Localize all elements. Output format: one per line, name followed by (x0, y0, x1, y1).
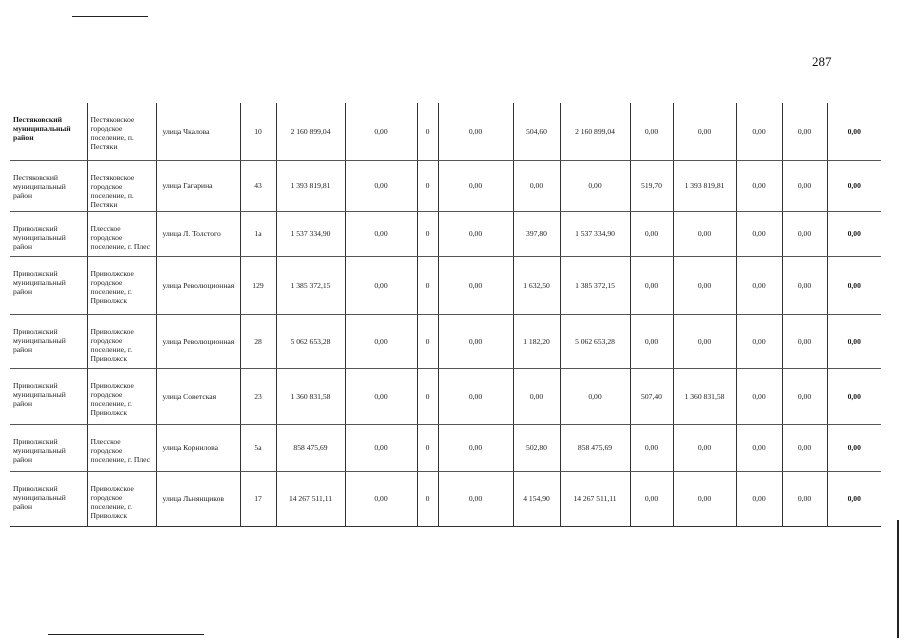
value-cell: 397,80 (513, 211, 560, 256)
value-cell: 0,00 (736, 160, 782, 211)
settlement-cell: Приволжское городское поселение, г. Приволжск (87, 368, 156, 424)
district-cell: Приволжский муниципальный район (10, 368, 87, 424)
value-cell: 1 182,20 (513, 314, 560, 368)
value-cell: 0,00 (438, 471, 513, 526)
table-row (10, 256, 881, 314)
value-cell: 0,00 (513, 368, 560, 424)
value-cell: 519,70 (630, 160, 673, 211)
value-cell: 0,00 (673, 211, 736, 256)
value-cell: 0,00 (782, 314, 827, 368)
value-cell: 0 (417, 368, 438, 424)
value-cell: 0,00 (827, 424, 881, 471)
value-cell: 0,00 (827, 103, 881, 160)
value-cell: 0,00 (630, 256, 673, 314)
settlement-cell: Пестяковское городское поселение, п. Пестяки (87, 160, 156, 211)
value-cell: 0,00 (782, 424, 827, 471)
value-cell: 858 475,69 (560, 424, 630, 471)
value-cell: 0,00 (736, 256, 782, 314)
value-cell: 2 160 899,04 (276, 103, 345, 160)
house-number-cell: 23 (240, 368, 276, 424)
table-row (10, 368, 881, 424)
value-cell: 0,00 (438, 256, 513, 314)
value-cell: 0,00 (827, 256, 881, 314)
value-cell: 0,00 (782, 160, 827, 211)
value-cell: 1 393 819,81 (276, 160, 345, 211)
scan-edge-right (897, 520, 899, 638)
value-cell: 1 385 372,15 (560, 256, 630, 314)
house-number-cell: 5а (240, 424, 276, 471)
value-cell: 0,00 (345, 471, 417, 526)
table-row (10, 160, 881, 211)
value-cell: 1 393 819,81 (673, 160, 736, 211)
house-number-cell: 129 (240, 256, 276, 314)
settlement-cell: Пестяковское городское поселение, п. Пестяки (87, 103, 156, 160)
value-cell: 0,00 (345, 424, 417, 471)
district-cell: Приволжский муниципальный район (10, 424, 87, 471)
street-cell: улица Советская (156, 368, 240, 424)
value-cell: 0 (417, 211, 438, 256)
value-cell: 0,00 (438, 211, 513, 256)
value-cell: 0,00 (438, 103, 513, 160)
house-number-cell: 17 (240, 471, 276, 526)
value-cell: 0,00 (630, 211, 673, 256)
value-cell: 0,00 (438, 368, 513, 424)
value-cell: 1 537 334,90 (560, 211, 630, 256)
table-row (10, 211, 881, 256)
value-cell: 0,00 (345, 103, 417, 160)
scan-mark-bottom (48, 634, 204, 635)
value-cell: 1 632,50 (513, 256, 560, 314)
house-number-cell: 1а (240, 211, 276, 256)
value-cell: 0,00 (345, 314, 417, 368)
value-cell: 0,00 (827, 211, 881, 256)
value-cell: 0,00 (560, 368, 630, 424)
value-cell: 0,00 (736, 103, 782, 160)
settlement-cell: Плесское городское поселение, г. Плес (87, 211, 156, 256)
table-row (10, 314, 881, 368)
value-cell: 507,40 (630, 368, 673, 424)
value-cell: 0,00 (630, 314, 673, 368)
value-cell: 0,00 (438, 424, 513, 471)
value-cell: 0,00 (673, 424, 736, 471)
street-cell: улица Корнилова (156, 424, 240, 471)
value-cell: 14 267 511,11 (276, 471, 345, 526)
value-cell: 0 (417, 103, 438, 160)
district-cell: Приволжский муниципальный район (10, 471, 87, 526)
value-cell: 502,80 (513, 424, 560, 471)
value-cell: 0,00 (827, 160, 881, 211)
value-cell: 14 267 511,11 (560, 471, 630, 526)
value-cell: 0,00 (630, 424, 673, 471)
value-cell: 0,00 (345, 256, 417, 314)
house-number-cell: 43 (240, 160, 276, 211)
value-cell: 4 154,90 (513, 471, 560, 526)
value-cell: 5 062 653,28 (276, 314, 345, 368)
settlement-cell: Приволжское городское поселение, г. Приволжск (87, 256, 156, 314)
street-cell: улица Льнянщиков (156, 471, 240, 526)
value-cell: 0,00 (782, 256, 827, 314)
district-cell: Приволжский муниципальный район (10, 211, 87, 256)
value-cell: 1 385 372,15 (276, 256, 345, 314)
street-cell: улица Л. Толстого (156, 211, 240, 256)
value-cell: 0,00 (345, 368, 417, 424)
value-cell: 0,00 (736, 211, 782, 256)
street-cell: улица Гагарина (156, 160, 240, 211)
street-cell: улица Чкалова (156, 103, 240, 160)
page-number: 287 (812, 54, 832, 69)
value-cell: 0,00 (736, 314, 782, 368)
value-cell: 0,00 (782, 368, 827, 424)
district-cell: Приволжский муниципальный район (10, 314, 87, 368)
district-cell: Приволжский муниципальный район (10, 256, 87, 314)
value-cell: 0 (417, 160, 438, 211)
value-cell: 0,00 (827, 368, 881, 424)
value-cell: 0,00 (673, 103, 736, 160)
value-cell: 0,00 (513, 160, 560, 211)
street-cell: улица Революционная (156, 314, 240, 368)
value-cell: 0,00 (345, 160, 417, 211)
house-number-cell: 10 (240, 103, 276, 160)
table-row (10, 424, 881, 471)
value-cell: 0 (417, 424, 438, 471)
settlement-cell: Приволжское городское поселение, г. Приволжск (87, 471, 156, 526)
value-cell: 1 360 831,58 (673, 368, 736, 424)
value-cell: 0,00 (630, 471, 673, 526)
settlement-cell: Приволжское городское поселение, г. Приволжск (87, 314, 156, 368)
value-cell: 0,00 (438, 160, 513, 211)
value-cell: 0,00 (736, 471, 782, 526)
value-cell: 0,00 (673, 256, 736, 314)
value-cell: 0 (417, 314, 438, 368)
value-cell: 0,00 (438, 314, 513, 368)
value-cell: 0,00 (673, 314, 736, 368)
value-cell: 0,00 (782, 211, 827, 256)
scan-mark-top (72, 16, 148, 17)
value-cell: 0,00 (782, 103, 827, 160)
value-cell: 0,00 (560, 160, 630, 211)
value-cell: 504,60 (513, 103, 560, 160)
value-cell: 858 475,69 (276, 424, 345, 471)
table-row (10, 471, 881, 526)
value-cell: 5 062 653,28 (560, 314, 630, 368)
value-cell: 0,00 (736, 424, 782, 471)
value-cell: 0,00 (345, 211, 417, 256)
value-cell: 0,00 (782, 471, 827, 526)
district-cell: Пестяковский муниципальный район (10, 103, 87, 160)
value-cell: 0 (417, 256, 438, 314)
district-cell: Пестяковский муниципальный район (10, 160, 87, 211)
street-cell: улица Революционная (156, 256, 240, 314)
value-cell: 0,00 (827, 314, 881, 368)
housing-data-table (10, 103, 881, 527)
value-cell: 0 (417, 471, 438, 526)
table-row (10, 103, 881, 160)
value-cell: 0,00 (736, 368, 782, 424)
value-cell: 0,00 (673, 471, 736, 526)
value-cell: 0,00 (630, 103, 673, 160)
settlement-cell: Плесское городское поселение, г. Плес (87, 424, 156, 471)
value-cell: 2 160 899,04 (560, 103, 630, 160)
value-cell: 1 537 334,90 (276, 211, 345, 256)
value-cell: 0,00 (827, 471, 881, 526)
value-cell: 1 360 831,58 (276, 368, 345, 424)
house-number-cell: 28 (240, 314, 276, 368)
